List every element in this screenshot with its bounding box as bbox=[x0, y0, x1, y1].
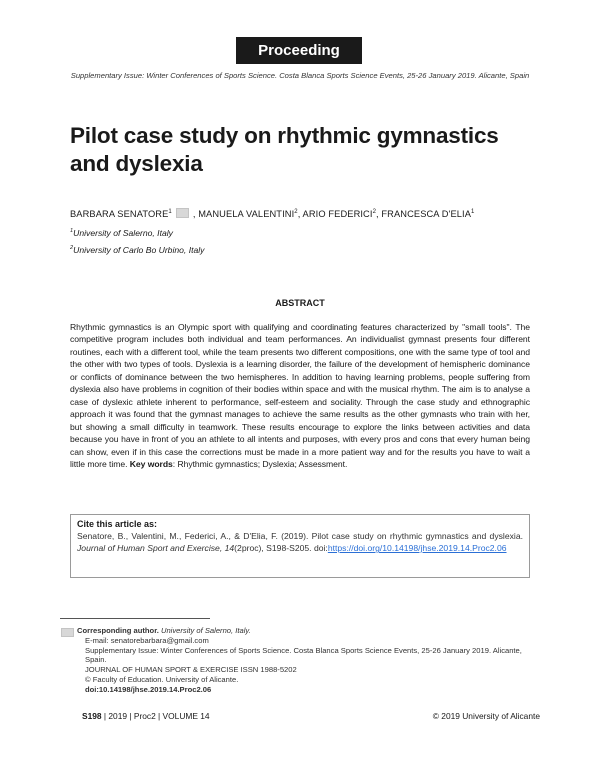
corresponding-label: Corresponding author. bbox=[77, 626, 159, 635]
envelope-icon[interactable] bbox=[176, 208, 189, 218]
footnote bbox=[77, 626, 537, 695]
author-name: BARBARA SENATORE bbox=[70, 209, 169, 219]
article-title: Pilot case study on rhythmic gymnastics and dyslexia bbox=[70, 123, 499, 176]
author-sup: 2 bbox=[294, 208, 298, 215]
footnote-line: JOURNAL OF HUMAN SPORT & EXERCISE ISSN 1988-5202 bbox=[85, 665, 297, 675]
affiliation-sup: 2 bbox=[70, 245, 74, 252]
affiliation bbox=[70, 245, 540, 255]
footnote-line: Supplementary Issue: Winter Conferences of Sports Science. Costa Blanca Sports Science Events, 25-26 January 2019. Alicante, Spain. bbox=[85, 645, 522, 665]
abstract-body bbox=[70, 321, 530, 470]
citation-authors: Senatore, B., Valentini, M., Federici, A., & D'Elia, F. (2019). Pilot case study on rhythmic gymnastics and dyslexia. bbox=[77, 531, 523, 541]
keywords-text: : Rhythmic gymnastics; Dyslexia; Assessment. bbox=[172, 458, 348, 469]
affiliation bbox=[70, 228, 540, 238]
footnote-doi: doi:10.14198/jhse.2019.14.Proc2.06 bbox=[85, 684, 212, 694]
issue-info: | 2019 | Proc2 | VOLUME 14 bbox=[101, 711, 210, 721]
affiliation-text: University of Salerno, Italy bbox=[73, 228, 173, 238]
author-sup: 1 bbox=[471, 208, 475, 215]
author-list bbox=[70, 208, 540, 219]
citation-text bbox=[77, 530, 523, 554]
abstract-heading: ABSTRACT bbox=[275, 298, 325, 308]
footnote-email: E-mail: senatorebarbara@gmail.com bbox=[85, 635, 209, 645]
citation-box bbox=[70, 514, 530, 578]
footnote-line: © Faculty of Education. University of Alicante. bbox=[85, 674, 239, 684]
supplementary-issue-line: Supplementary Issue: Winter Conferences of Sports Science. Costa Blanca Sports Science Events, 25-26 January 2019. Alicante, Spain bbox=[70, 71, 530, 80]
corresponding-author bbox=[77, 626, 537, 636]
page-footer bbox=[82, 711, 540, 721]
citation-journal: Journal of Human Sport and Exercise, 14 bbox=[77, 543, 235, 554]
author-sup: 2 bbox=[372, 208, 376, 215]
citation-issue: (2proc), S198-S205. doi: bbox=[234, 543, 328, 554]
abstract-text: Rhythmic gymnastics is an Olympic sport with qualifying and coordinating features characterized by "small tools". The competitive program includes both individual and team performances. An individualist gymnast presents four different routines, each with a different tool, while the team presents two different compositions, one with the same type of tool and the other with two types of tools. Dyslexia is a learning disorder, the failure of the development of hemispheric dominance or conflicts of dominance between the two hemispheres. In addition to having learning problems, people suffering from dyslexia also have problems in cognition of their bodies within space and with the musical rhythm. The aim is to analyse a case of dyslexic athlete inherent to performance, self-esteem and sociality. Through the case study and ethnographic approach it was found that the gymnast manages to achieve the same results as the other gymnasts who train with her, but showing a small difficulty in teamwork. These results encourage to explore the links between activities and data because you have in front of you an athlete to all intents and purposes, with every pros and cons that every human being can show, even if in this case the corrections must be made in a more patient way and for the results you have to wait a little more time. bbox=[70, 322, 530, 469]
keywords-label: Key words bbox=[129, 458, 173, 469]
affiliation-sup: 1 bbox=[70, 228, 74, 235]
affiliation-text: University of Carlo Bo Urbino, Italy bbox=[73, 245, 205, 255]
citation-heading: Cite this article as: bbox=[77, 519, 158, 529]
author-sup: 1 bbox=[168, 208, 172, 215]
envelope-icon bbox=[61, 628, 74, 637]
footer-left bbox=[82, 711, 210, 721]
footer-copyright: © 2019 University of Alicante bbox=[432, 711, 540, 721]
author-name: , FRANCESCA D'ELIA bbox=[376, 209, 472, 219]
corresponding-affiliation: University of Salerno, Italy. bbox=[158, 626, 251, 635]
section-tag: Proceeding bbox=[236, 37, 362, 64]
author-name: , ARIO FEDERICI bbox=[297, 209, 373, 219]
author-name: , MANUELA VALENTINI bbox=[192, 209, 295, 219]
page-number: S198 bbox=[82, 711, 102, 721]
doi-link[interactable]: https://doi.org/10.14198/jhse.2019.14.Proc2.06 bbox=[327, 543, 507, 554]
footnote-divider bbox=[60, 618, 210, 619]
